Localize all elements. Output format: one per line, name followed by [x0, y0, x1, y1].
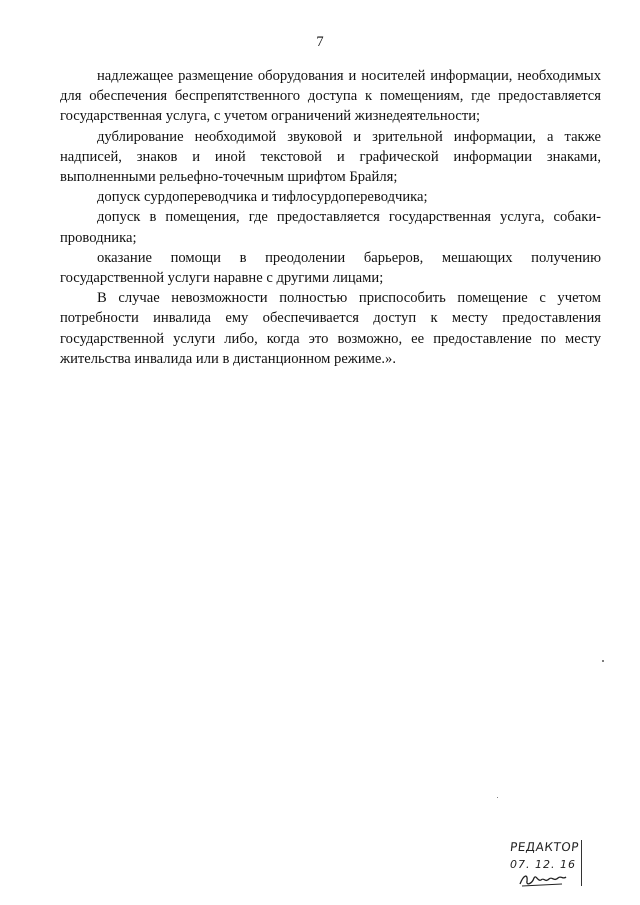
paragraph-remote-service: В случае невозможности полностью приспособить помещение с учетом потребности инвалида ему обеспечивается доступ к месту предоставления государственной услуги либо, когда это возможно, ее предоставление по месту жительства инвалида или в дистанционном режиме.». — [60, 290, 601, 367]
page-number: 7 — [316, 34, 324, 50]
stamp-bracket — [579, 840, 582, 886]
paragraph-barrier-assistance: оказание помощи в преодолении барьеров, мешающих получению государственной услуги наравне с другими лицами; — [60, 249, 601, 287]
paragraph-duplication-braille: дублирование необходимой звуковой и зрительной информации, а также надписей, знаков и иной текстовой и графической информации знаками, выполненными рельефно-точечным шрифтом Брайля; — [60, 128, 601, 186]
stamp-date: 07. 12. 16 — [510, 858, 576, 871]
editor-stamp — [496, 838, 586, 890]
paragraph-guide-dog: допуск в помещения, где предоставляется государственная услуга, собаки-проводника; — [60, 209, 601, 246]
stamp-title: РЕДАКТОР — [509, 840, 580, 854]
paragraph-sign-interpreter: допуск сурдопереводчика и тифлосурдопереводчика; — [97, 189, 428, 206]
document-body — [60, 66, 601, 369]
paragraph-equipment-placement: надлежащее размещение оборудования и носителей информации, необходимых для обеспечения беспрепятственного доступа к помещениям, где предоставляется государственная услуга, с учетом ограничений жизнедеятельности; — [60, 68, 601, 125]
scan-speck — [602, 660, 604, 662]
scan-speck — [497, 797, 498, 798]
handwritten-signature — [518, 872, 568, 888]
